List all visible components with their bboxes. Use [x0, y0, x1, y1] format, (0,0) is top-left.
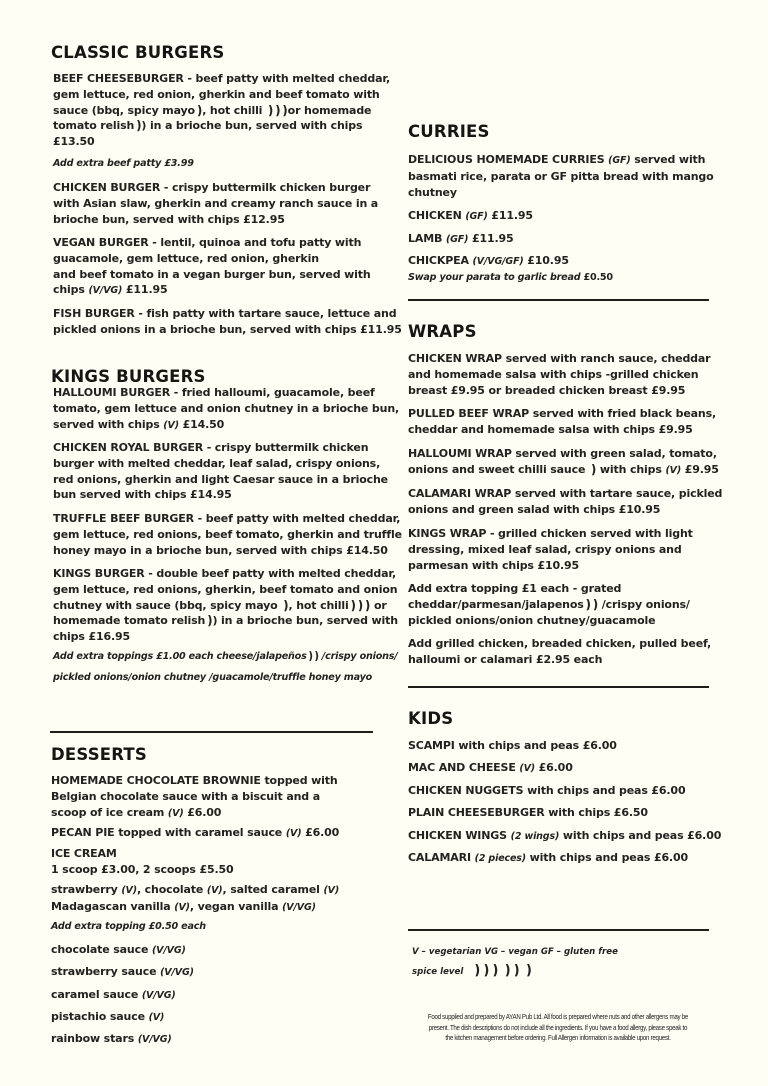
note-extra-topping: Add extra topping £0.50 each: [51, 921, 206, 932]
note-wrap-extra-topping: Add extra topping £1 each - grated cheddar/parmesan/jalapenos❫❫ /crispy onions/ pickled onions/onion chutney/guacamole: [408, 582, 690, 627]
menu-item-chicken-burger: CHICKEN BURGER - crispy buttermilk chicken burger with Asian slaw, gherkin and creamy ranch sauce in a brioche bun, served with chips £12.95: [53, 181, 379, 226]
list-item: chocolate sauce (V/VG): [51, 943, 186, 956]
curries-intro: DELICIOUS HOMEMADE CURRIES (GF) served with basmati rice, parata or GF pitta bread with mango chutney: [408, 153, 714, 199]
list-item: CHICKEN WINGS (2 wings) with chips and peas £6.00: [408, 828, 722, 842]
chilli-spice-icon: ❫❫❫: [266, 102, 288, 118]
section-title-wraps: WRAPS: [408, 322, 477, 341]
divider: [408, 299, 709, 301]
section-title-classic-burgers: CLASSIC BURGERS: [51, 43, 225, 62]
menu-item-curry-lamb: LAMB (GF) £11.95: [408, 231, 514, 245]
menu-item-fish-burger: FISH BURGER - fish patty with tartare sauce, lettuce and pickled onions in a brioche bun, served with chips £11.95: [53, 307, 402, 336]
chilli-spice-icon: ❫: [134, 118, 142, 134]
price: £13.50: [53, 135, 95, 149]
note-extra-patty: Add extra beef patty £3.99: [53, 158, 194, 169]
chilli-spice-icon: ❫: [588, 461, 597, 477]
chilli-spice-icon: ❫: [194, 102, 203, 118]
menu-item-calamari-wrap: CALAMARI WRAP served with tartare sauce, pickled onions and green salad with chips £10.95: [408, 487, 723, 516]
list-item: SCAMPI with chips and peas £6.00: [408, 739, 617, 752]
list-item: CHICKEN NUGGETS with chips and peas £6.00: [408, 783, 686, 797]
chilli-spice-icon: ❫: [205, 613, 213, 629]
diet-tag: (V): [285, 828, 302, 839]
section-title-desserts: DESSERTS: [51, 745, 147, 764]
list-item: strawberry sauce (V/VG): [51, 965, 194, 979]
section-title-kids: KIDS: [408, 709, 454, 728]
list-item: rainbow stars (V/VG): [51, 1032, 172, 1046]
menu-item-chicken-royal-burger: CHICKEN ROYAL BURGER - crispy buttermilk chicken burger with melted cheddar, leaf salad, crispy onions, red onions, gherkin and light Caesar sauce in a brioche bun served with chips £14.95: [53, 441, 388, 502]
chilli-spice-icon: ❫: [281, 597, 289, 613]
list-item: pistachio sauce (V): [51, 1009, 165, 1023]
list-item: CALAMARI (2 pieces) with chips and peas £6.00: [408, 851, 689, 865]
note-swap-parata: Swap your parata to garlic bread £0.50: [408, 272, 613, 283]
diet-legend: V – vegetarian VG – vegan GF – gluten free: [412, 947, 618, 957]
spice-legend: spice level ❫❫❫ ❫❫ ❫: [412, 961, 533, 979]
note-kings-extras: Add extra toppings £1.00 each cheese/jalapeños❫❫ /crispy onions/ pickled onions/onion chutney /guacamole/truffle honey mayo: [53, 646, 398, 688]
menu-item-pulled-beef-wrap: PULLED BEEF WRAP served with fried black beans, cheddar and homemade salsa with chips £9.95: [408, 407, 717, 436]
menu-item-halloumi-wrap: HALLOUMI WRAP served with green salad, tomato, onions and sweet chilli sauce ❫ with chips (V) £9.95: [408, 446, 719, 479]
menu-item-pecan-pie: PECAN PIE topped with caramel sauce (V) £6.00: [51, 826, 340, 839]
menu-item-halloumi-burger: HALLOUMI BURGER - fried halloumi, guacamole, beef tomato, gem lettuce and onion chutney in a brioche bun, served with chips (V) £14.50: [53, 386, 400, 431]
menu-item-curry-chicken: CHICKEN (GF) £11.95: [408, 209, 533, 222]
menu-item-vegan-burger: VEGAN BURGER - lentil, quinoa and tofu patty with guacamole, gem lettuce, red onion, gherkin and beef tomato in a vegan burger bun, served with chips (V/VG) £11.95: [53, 236, 371, 297]
section-title-curries: CURRIES: [408, 122, 490, 141]
divider: [408, 686, 709, 688]
menu-item-truffle-beef-burger: TRUFFLE BEEF BURGER - beef patty with melted cheddar, gem lettuce, red onions, beef tomato, gherkin and truffle honey mayo in a brioche bun, served with chips £14.50: [53, 512, 402, 557]
kids-list: [408, 735, 721, 869]
divider: [408, 929, 709, 931]
menu-item-kings-burger: KINGS BURGER - double beef patty with melted cheddar, gem lettuce, red onions, gherkin, beef tomato and onion chutney with sauce (bbq, spicy mayo ❫, hot chilli❫❫❫ or homemade tomato relish❫) in a brioche bun, served with chips £16.95: [53, 567, 398, 644]
diet-tag: (V): [163, 419, 179, 431]
chilli-spice-icon: ❫❫❫ ❫❫ ❫: [472, 961, 533, 979]
menu-item-ice-cream: ICE CREAM 1 scoop £3.00, 2 scoops £5.50: [51, 847, 234, 876]
divider: [50, 731, 373, 733]
list-item: PLAIN CHEESEBURGER with chips £6.50: [408, 806, 648, 820]
note-wrap-add-protein: Add grilled chicken, breaded chicken, pulled beef, halloumi or calamari £2.95 each: [408, 637, 712, 666]
list-item: caramel sauce (V/VG): [51, 987, 176, 1001]
menu-item-chicken-wrap: CHICKEN WRAP served with ranch sauce, cheddar and homemade salsa with chips -grilled chicken breast £9.95 or breaded chicken breast £9.95: [408, 352, 711, 397]
allergen-notice: Food supplied and prepared by AYAN Pub Ltd. All food is prepared where nuts and other allergens may be present. The dish descriptions do not include all the ingredients. If you have a food allergy, please speak to the kitchen management before ordering. Full Allergen information is available upon request.: [427, 1012, 688, 1043]
menu-item-curry-chickpea: CHICKPEA (V/VG/GF) £10.95: [408, 254, 569, 267]
list-item: MAC AND CHEESE (V) £6.00: [408, 761, 573, 775]
chilli-spice-icon: ❫❫: [583, 596, 599, 612]
diet-tag: (V): [167, 807, 184, 819]
section-title-kings-burgers: KINGS BURGERS: [51, 367, 206, 386]
menu-item-kings-wrap: KINGS WRAP - grilled chicken served with light dressing, mixed leaf salad, crispy onions and parmesan with chips £10.95: [408, 527, 693, 572]
diet-tag: (V/VG): [88, 285, 123, 297]
menu-item-chocolate-brownie: HOMEMADE CHOCOLATE BROWNIE topped with Belgian chocolate sauce with a biscuit and a scoop of ice cream (V) £6.00: [51, 774, 338, 819]
ice-cream-flavours: strawberry (V), chocolate (V), salted caramel (V) Madagascan vanilla (V), vegan vanilla (V/VG): [51, 883, 340, 913]
menu-item-beef-cheeseburger: BEEF CHEESEBURGER - beef patty with melted cheddar, gem lettuce, red onion, gherkin and beef tomato with sauce (bbq, spicy mayo❫, hot chilli ❫❫❫or homemade tomato relish❫) in a brioche bun, served with chips £13.50: [53, 72, 391, 149]
curries-list: [408, 205, 569, 273]
dessert-toppings-list: [51, 939, 194, 1050]
chilli-spice-icon: ❫❫❫: [348, 597, 371, 613]
chilli-spice-icon: ❫❫: [306, 650, 319, 663]
